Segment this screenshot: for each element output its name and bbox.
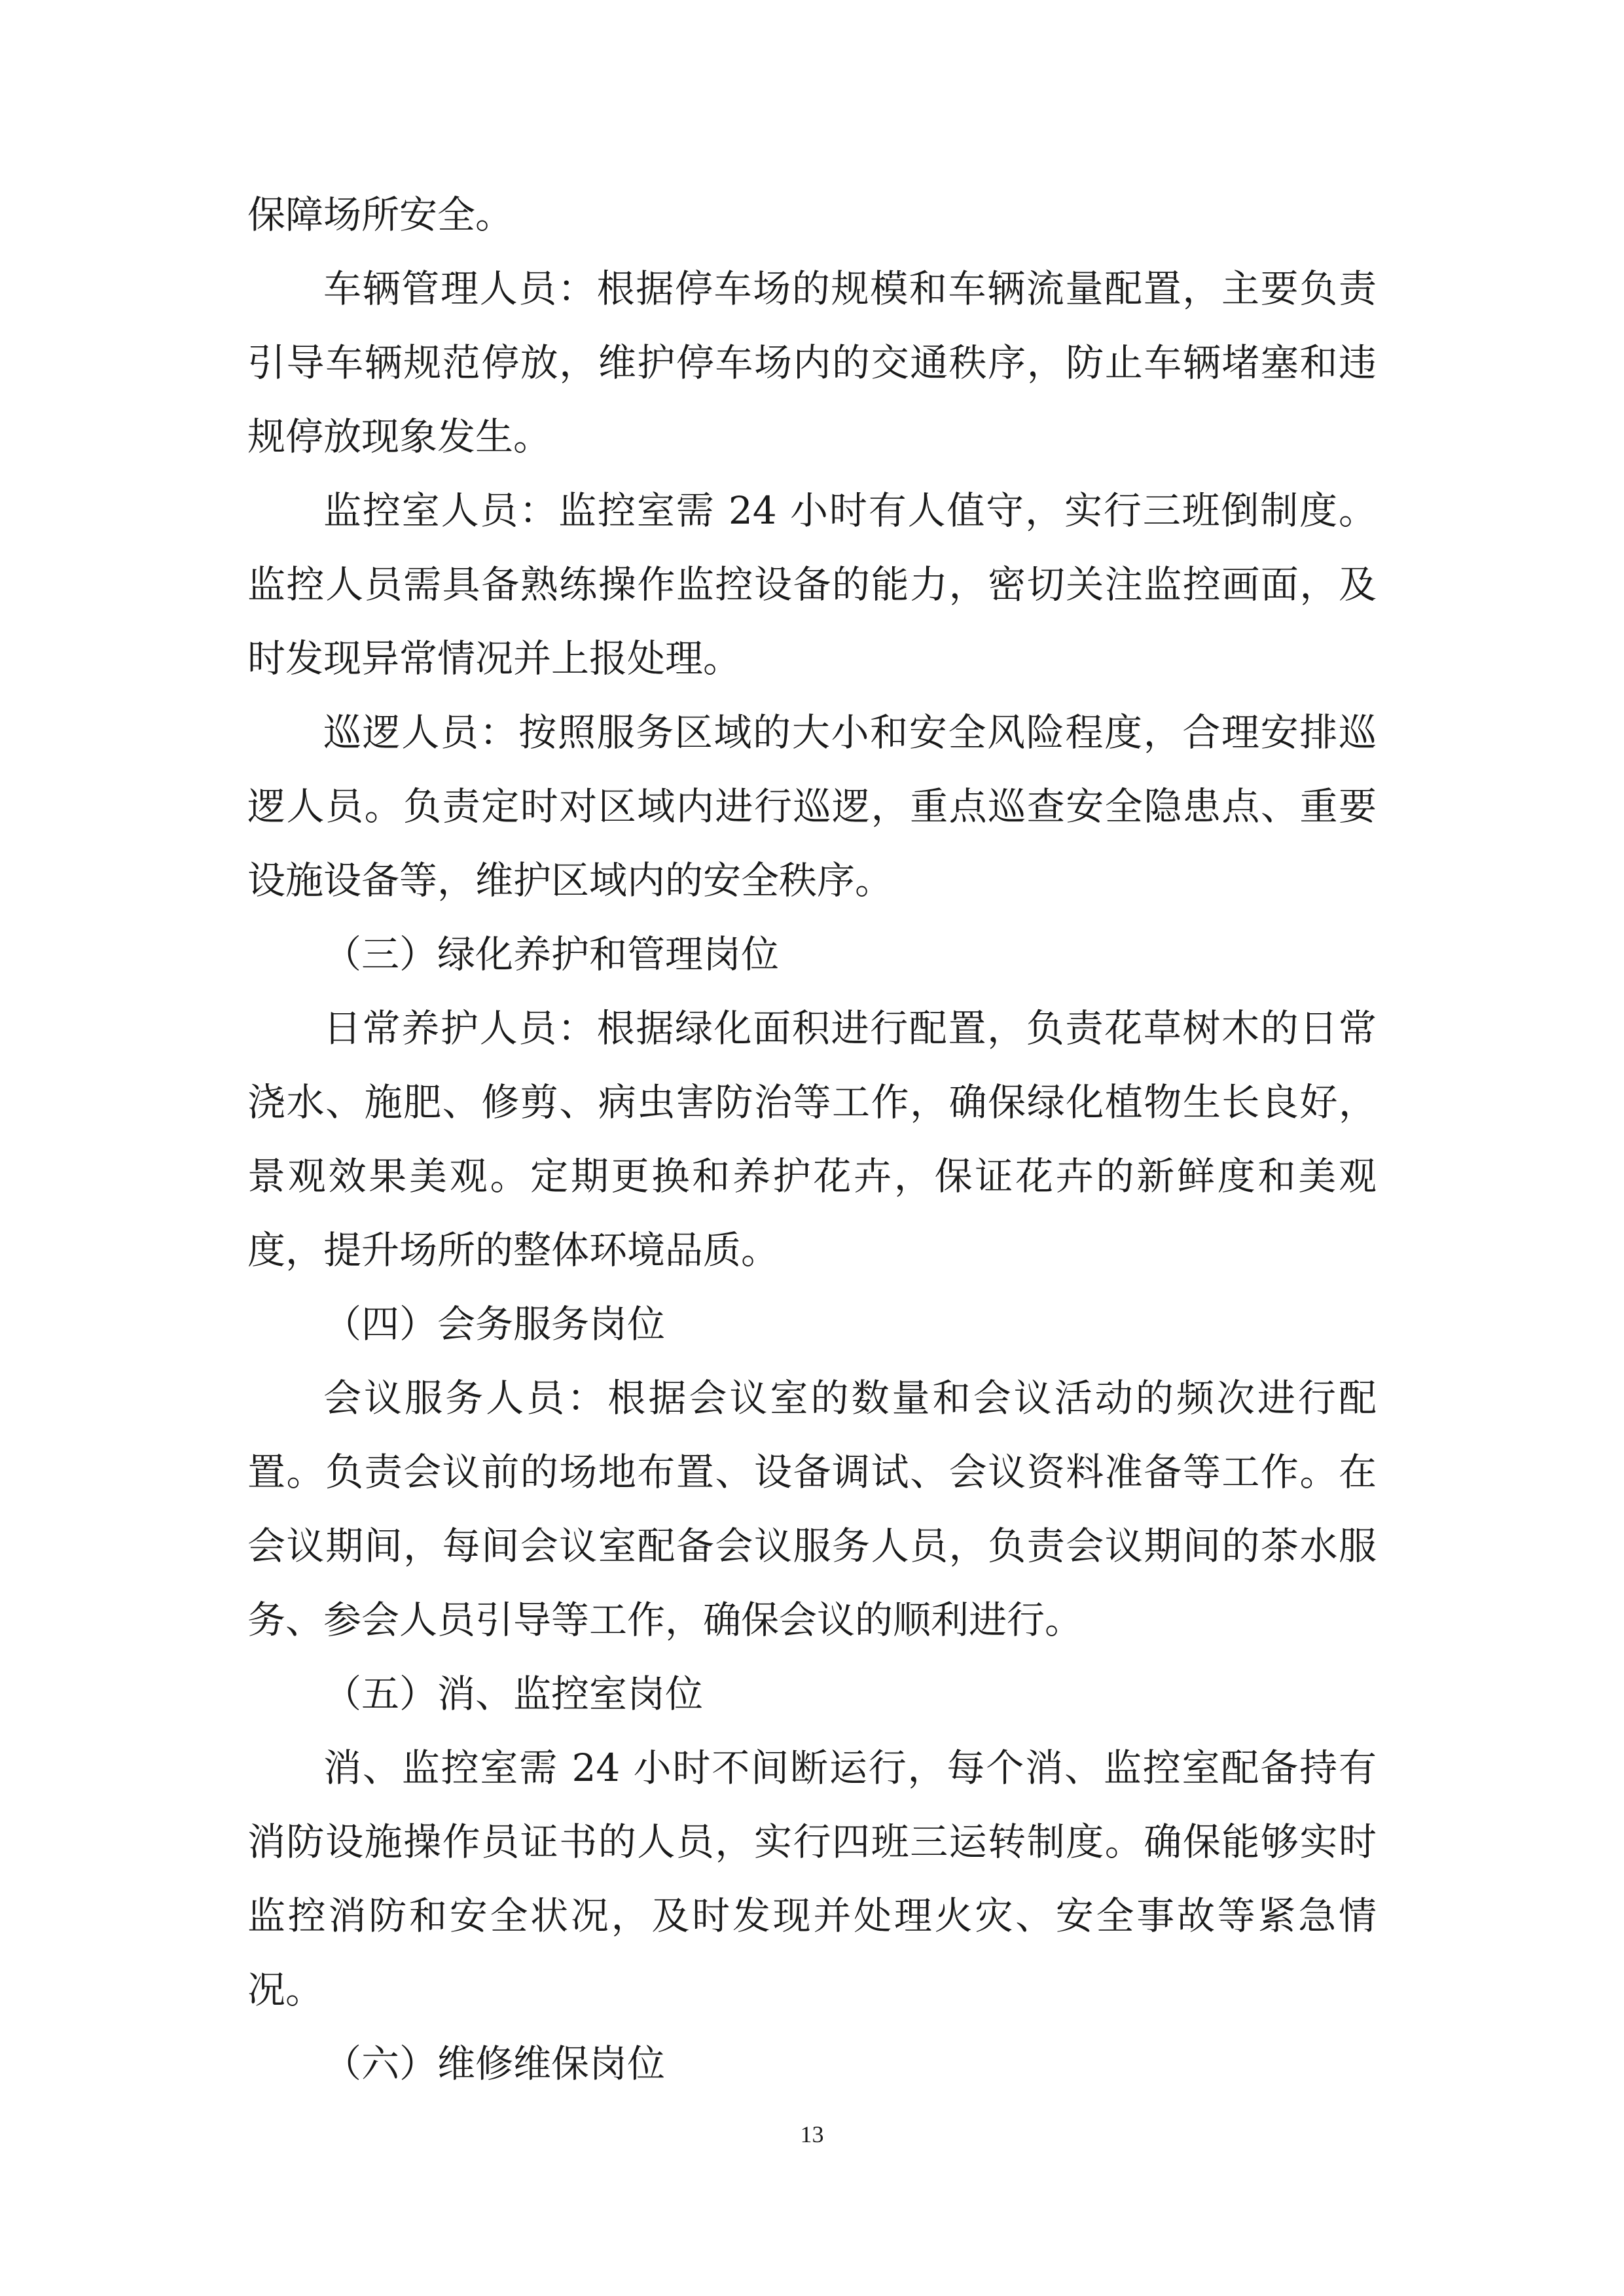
page-number: 13 <box>800 2121 824 2147</box>
paragraph-patrol-staff: 巡逻人员：按照服务区域的大小和安全风险程度，合理安排巡逻人员。负责定时对区域内进行巡逻，重点巡查安全隐患点、重要设施设备等，维护区域内的安全秩序。 <box>247 710 1377 903</box>
section-heading-fire-monitoring: （五）消、监控室岗位 <box>323 1672 704 1716</box>
body-text <box>247 178 1377 2101</box>
section-heading-greening: （三）绿化养护和管理岗位 <box>323 932 780 977</box>
paragraph-meeting-service: 会议服务人员：根据会议室的数量和会议活动的频次进行配置。负责会议前的场地布置、设备调试、会议资料准备等工作。在会议期间，每间会议室配备会议服务人员，负责会议期间的茶水服务、参会人员引导等工作，确保会议的顺利进行。 <box>247 1376 1377 1642</box>
section-heading-conference: （四）会务服务岗位 <box>323 1302 666 1346</box>
paragraph-continuation: 保障场所安全。 <box>247 192 514 237</box>
paragraph-fire-monitoring: 消、监控室需 24 小时不间断运行，每个消、监控室配备持有消防设施操作员证书的人员，实行四班三运转制度。确保能够实时监控消防和安全状况，及时发现并处理火灾、安全事故等紧急情况。 <box>247 1746 1377 2012</box>
paragraph-vehicle-management: 车辆管理人员：根据停车场的规模和车辆流量配置，主要负责引导车辆规范停放，维护停车场内的交通秩序，防止车辆堵塞和违规停放现象发生。 <box>247 266 1377 459</box>
paragraph-monitoring-room-staff: 监控室人员：监控室需 24 小时有人值守，实行三班倒制度。监控人员需具备熟练操作监控设备的能力，密切关注监控画面，及时发现异常情况并上报处理。 <box>247 488 1377 681</box>
paragraph-daily-maintenance: 日常养护人员：根据绿化面积进行配置，负责花草树木的日常浇水、施肥、修剪、病虫害防治等工作，确保绿化植物生长良好，景观效果美观。定期更换和养护花卉，保证花卉的新鲜度和美观度，提升场所的整体环境品质。 <box>247 1006 1377 1272</box>
section-heading-maintenance: （六）维修维保岗位 <box>323 2041 666 2086</box>
